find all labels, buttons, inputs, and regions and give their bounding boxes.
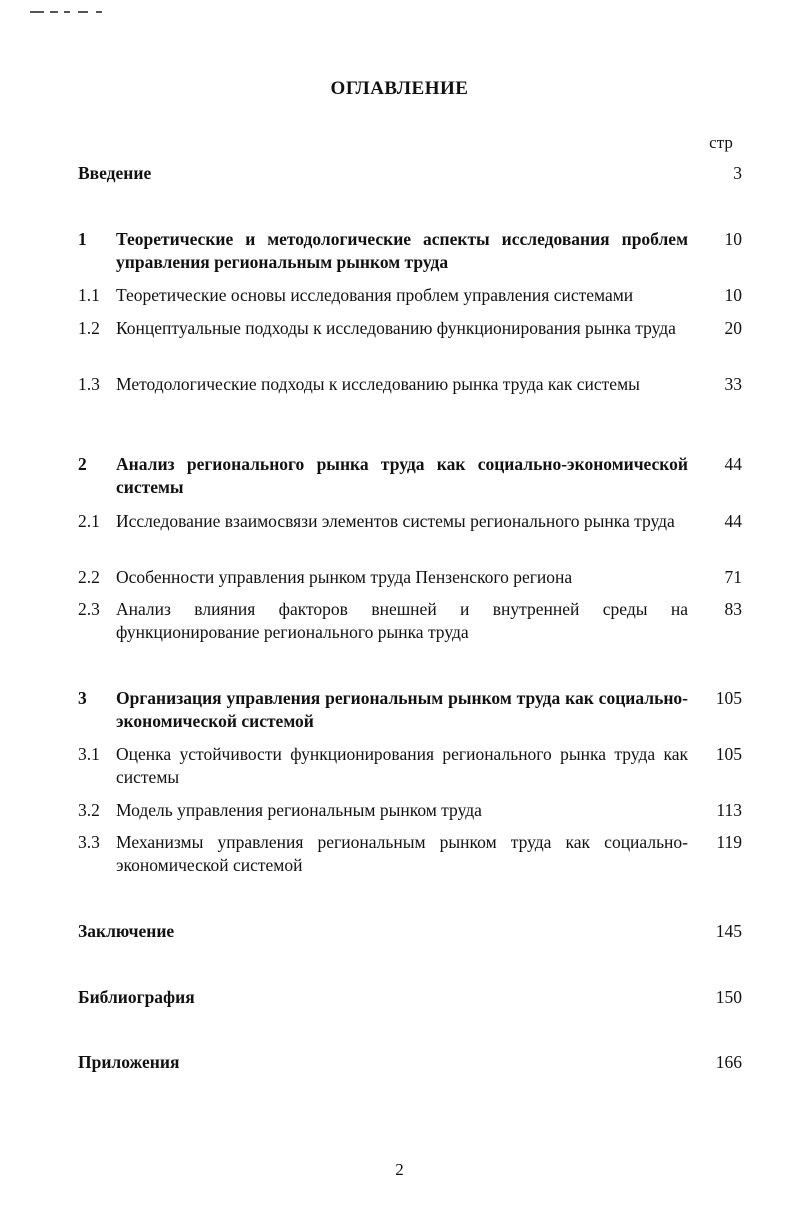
toc-entry-text: Особенности управления рынком труда Пензенского региона <box>116 567 573 587</box>
toc-entry-page: 105 <box>715 744 742 764</box>
page-number: 2 <box>395 1160 404 1179</box>
toc-entry-number: 1.3 <box>78 374 100 394</box>
toc-entry-page: 166 <box>715 1052 742 1072</box>
toc-entry-number: 3.1 <box>78 744 100 764</box>
toc-entry-number: 1.2 <box>78 318 100 338</box>
toc-entry-number: 3.2 <box>78 800 100 820</box>
toc-entry-text: Библиография <box>78 987 195 1007</box>
toc-entry-page: 33 <box>724 374 742 394</box>
toc-entry-page: 44 <box>724 511 742 531</box>
toc-entry-text: Заключение <box>78 921 175 941</box>
toc-entry-page: 83 <box>724 599 742 619</box>
page-column-label: стр <box>709 133 733 152</box>
toc-entry-text: Исследование взаимосвязи элементов системы регионального рынка труда <box>116 511 675 531</box>
toc-entry-number: 1.1 <box>78 285 100 305</box>
toc-entry-text: Концептуальные подходы к исследованию функционирования рынка труда <box>116 318 676 338</box>
toc-entry-text: Организация управления региональным рынком труда как социально-экономической системой <box>116 688 688 731</box>
toc-entry-text: Приложения <box>78 1052 180 1072</box>
toc-entry-page: 119 <box>716 832 742 852</box>
toc-entry-text: Введение <box>78 163 152 183</box>
toc-entry-page: 105 <box>715 688 742 708</box>
toc-entry-text: Теоретические и методологические аспекты исследования проблем управления региональным рынком труда <box>116 229 688 272</box>
toc-entry-number: 2 <box>78 454 87 474</box>
toc-entry-number: 2.2 <box>78 567 100 587</box>
toc-entry-page: 20 <box>724 318 742 338</box>
toc-entry-number: 2.1 <box>78 511 100 531</box>
toc-entry-number: 3.3 <box>78 832 100 852</box>
toc-entry-text: Модель управления региональным рынком труда <box>116 800 482 820</box>
scan-artifact <box>30 11 120 15</box>
toc-entry-page: 3 <box>733 163 742 183</box>
toc-entry-page: 44 <box>724 454 742 474</box>
toc-entry-page: 150 <box>715 987 742 1007</box>
toc-entry-text: Анализ регионального рынка труда как социально-экономической системы <box>116 454 688 497</box>
toc-entry-page: 113 <box>716 800 742 820</box>
toc-entry-text: Методологические подходы к исследованию рынка труда как системы <box>116 374 640 394</box>
toc-entry-page: 71 <box>724 567 742 587</box>
toc-entry-number: 1 <box>78 229 87 249</box>
page-title: ОГЛАВЛЕНИЕ <box>330 78 469 99</box>
toc-entry-page: 145 <box>715 921 742 941</box>
toc-entry-text: Оценка устойчивости функционирования регионального рынка труда как системы <box>116 744 688 787</box>
toc-entry-text: Анализ влияния факторов внешней и внутренней среды на функционирование регионального рынка труда <box>116 599 688 642</box>
toc-entry-number: 3 <box>78 688 87 708</box>
toc-entry-page: 10 <box>724 285 742 305</box>
toc-entry-number: 2.3 <box>78 599 100 619</box>
toc-entry-text: Теоретические основы исследования проблем управления системами <box>116 285 634 305</box>
toc-entry-page: 10 <box>724 229 742 249</box>
toc-entry-text: Механизмы управления региональным рынком труда как социально-экономической системой <box>116 832 688 875</box>
